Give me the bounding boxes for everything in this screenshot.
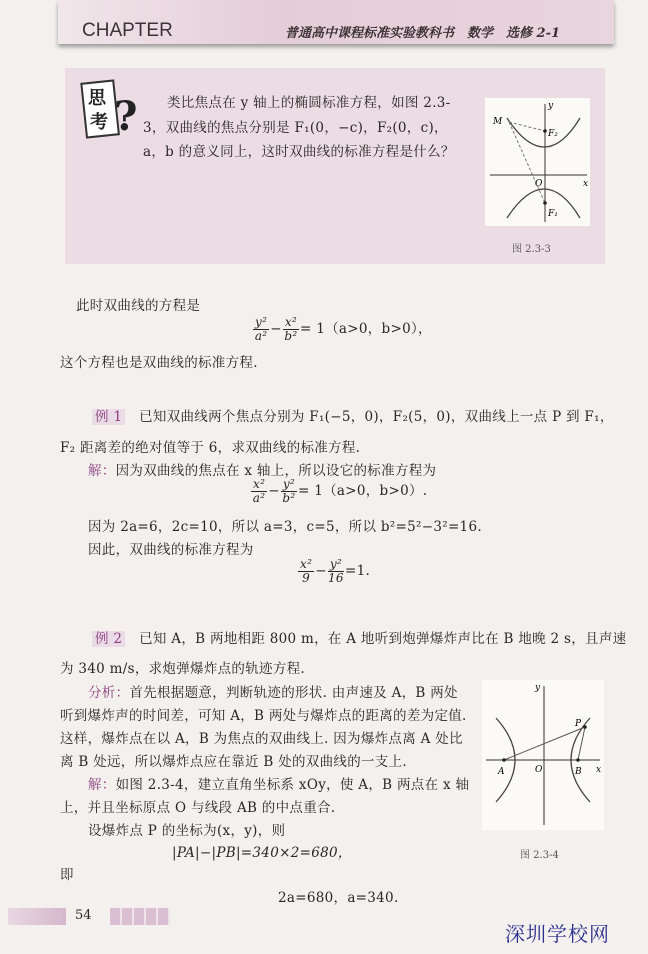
fig1-origin-label: O (535, 179, 543, 189)
text-p2: 这个方程也是双曲线的标准方程. (60, 355, 258, 371)
chapter-label: CHAPTER (82, 20, 173, 41)
fig2-p-label: P (575, 719, 582, 729)
equation-3: $\frac{\text{x²}}{9}$ − $\frac{\text{y²}}{16}$ =1. (300, 557, 371, 585)
example-1-solution-2: 因为 2a=6，2c=10，所以 a=3，c=5，所以 b²=5²−3²=16. (88, 519, 482, 535)
figure-2-3-4-caption: 图 2.3-4 (520, 850, 559, 861)
fig2-x-label: x (596, 765, 602, 775)
watermark: 深圳学校网 (505, 922, 610, 946)
fig2-origin-label: O (535, 765, 543, 775)
analysis-1: 分析：首先根据题意，判断轨迹的形状. 由声速及 A，B 两处 (88, 685, 458, 701)
solution-2-2: 上，并且坐标原点 O 与线段 AB 的中点重合. (60, 800, 336, 816)
solution-2-4: |PA|−|PB|=340×2=680， (172, 845, 352, 861)
example-1-solution-1: 解：因为双曲线的焦点在 x 轴上，所以设它的标准方程为 (88, 463, 437, 479)
think-line-2: 3，双曲线的焦点分别是 F₁(0，−c)，F₂(0，c)， (143, 120, 448, 136)
page-number: 54 (75, 908, 92, 923)
solution-2-6: 2a=680，a=340. (278, 890, 399, 906)
example-2-line-2: 为 340 m/s，求炮弹爆炸点的轨迹方程. (60, 661, 306, 677)
solution-2-1: 解：如图 2.3-4，建立直角坐标系 xOy，使 A，B 两点在 x 轴 (88, 777, 470, 793)
svg-text:思: 思 (88, 88, 106, 109)
svg-text:?: ? (114, 93, 138, 140)
example-2-line-1: 例 2 已知 A，B 两地相距 800 m，在 A 地听到炮弹爆炸声比在 B 地晚 2 s，且声速 (92, 627, 626, 647)
fig1-m-label: M (493, 117, 503, 127)
fig2-y-label: y (535, 683, 541, 693)
example-1-line-2: F₂ 距离差的绝对值等于 6，求双曲线的标准方程. (60, 440, 361, 456)
solution-2-3: 设爆炸点 P 的坐标为(x，y)，则 (88, 823, 286, 839)
think-badge-icon (80, 78, 140, 140)
svg-text:考: 考 (90, 112, 108, 133)
fig1-f2-label: F₂ (548, 129, 558, 139)
fig2-a-label: A (498, 767, 505, 777)
solution-2-5: 即 (60, 867, 74, 883)
think-line-1: 类比焦点在 y 轴上的椭圆标准方程，如图 2.3- (167, 95, 451, 111)
figure-2-3-4 (482, 680, 604, 830)
fig2-b-label: B (575, 767, 582, 777)
think-line-3: a，b 的意义同上，这时双曲线的标准方程是什么？ (143, 144, 455, 160)
fig1-y-label: y (548, 101, 554, 111)
example-2-tag: 例 2 (92, 631, 125, 647)
analysis-3: 这样，爆炸点在以 A，B 为焦点的双曲线上. 因为爆炸点离 A 处比 (60, 731, 463, 747)
example-1-tag: 例 1 (92, 409, 125, 425)
example-1-solution-3: 因此，双曲线的标准方程为 (88, 542, 254, 558)
fig1-f1-label: F₁ (548, 209, 558, 219)
equation-1: $\frac{\text{y²}}{\text{a²}}$ − $\frac{\text{x²}}{\text{b²}}$ = 1（a>0，b>0）， (254, 315, 432, 343)
figure-2-3-3 (485, 98, 590, 226)
analysis-4: 离 B 处远，所以爆炸点应在靠近 B 处的双曲线的一支上. (60, 754, 407, 770)
figure-2-3-3-caption: 图 2.3-3 (512, 244, 551, 255)
analysis-2: 听到爆炸声的时间差，可知 A，B 两处与爆炸点的距离的差为定值. (60, 708, 467, 724)
fig1-x-label: x (583, 179, 589, 189)
text-p1: 此时双曲线的方程是 (76, 298, 201, 314)
book-title: 普通高中课程标准实验教科书 数学 选修 2-1 (285, 26, 561, 41)
example-1-line-1: 例 1 已知双曲线两个焦点分别为 F₁(−5，0)，F₂(5，0)，双曲线上一点 P 到 F₁， (92, 405, 614, 425)
footer-decoration (8, 908, 66, 925)
equation-2: $\frac{\text{x²}}{\text{a²}}$ − $\frac{\text{y²}}{\text{b²}}$ = 1（a>0，b>0）. (252, 477, 428, 505)
footer-decoration-2 (110, 908, 170, 925)
